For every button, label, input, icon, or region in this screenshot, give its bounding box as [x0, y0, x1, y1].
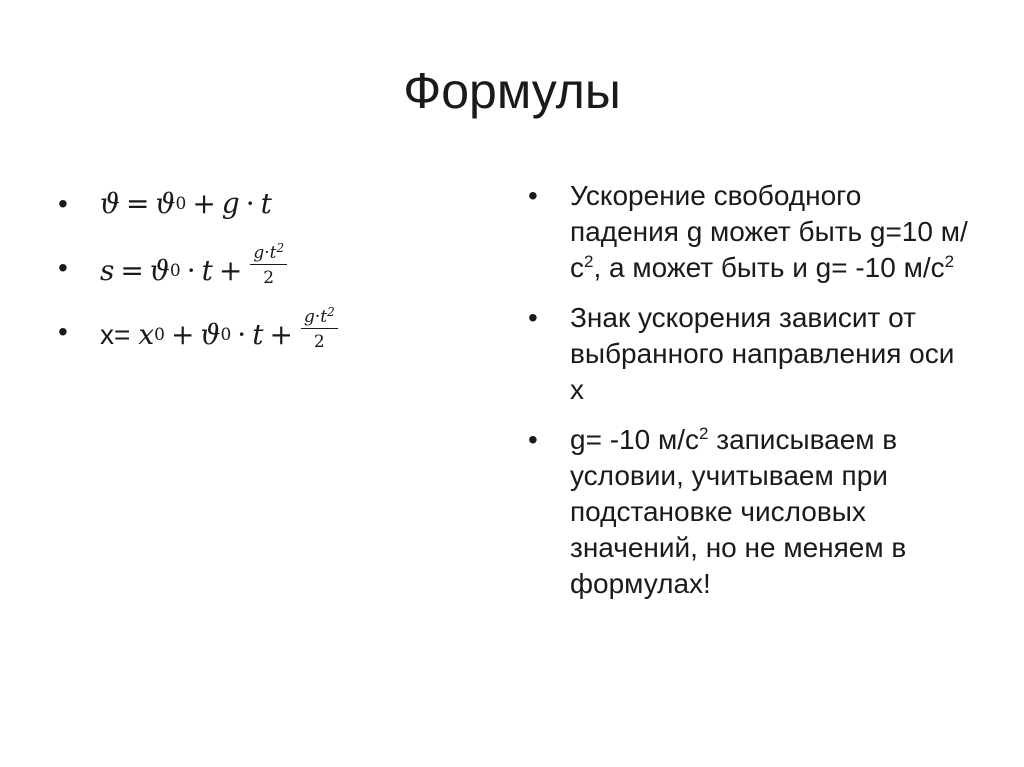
- note-text: [570, 422, 968, 602]
- x-symbol: x: [100, 319, 114, 350]
- dot-operator: ·: [186, 254, 196, 287]
- plus-sign: +: [170, 318, 195, 351]
- superscript: 2: [584, 252, 594, 271]
- initial-velocity-symbol: ϑ: [155, 187, 176, 220]
- note-text-part: записываем в условии, учитываем при подстановке числовых значений, но не меняем в формулах!: [570, 424, 907, 599]
- subscript: 0: [175, 194, 187, 214]
- note-text-part: , а может быть и g= -10 м/с: [593, 252, 945, 283]
- g-symbol: g: [221, 187, 240, 220]
- subscript: 0: [220, 325, 232, 345]
- numerator-text: g·t: [303, 307, 328, 327]
- bullet-icon: •: [58, 252, 68, 283]
- fraction-denominator: 2: [313, 332, 325, 352]
- equals-sign: =: [126, 187, 150, 220]
- plus-sign: +: [192, 187, 216, 220]
- superscript: 2: [698, 424, 709, 443]
- displacement-formula: [100, 241, 287, 296]
- initial-x-symbol: x: [138, 318, 155, 351]
- note-text: [570, 178, 968, 286]
- bullet-icon: •: [528, 180, 538, 211]
- note-text: Знак ускорения зависит от выбранного направления оси x: [570, 302, 955, 405]
- formula-coordinate: [58, 305, 478, 374]
- subscript: 0: [154, 325, 165, 345]
- exponent: 2: [327, 305, 335, 319]
- formula-list: [58, 182, 478, 374]
- coordinate-formula: [100, 305, 338, 360]
- initial-velocity-symbol: ϑ: [149, 254, 170, 287]
- exponent: 2: [276, 241, 285, 255]
- formula-displacement: [58, 241, 478, 310]
- t-symbol: t: [252, 318, 264, 351]
- bullet-icon: •: [58, 188, 68, 219]
- t-symbol: t: [201, 254, 213, 287]
- fraction-numerator: [301, 302, 338, 329]
- fraction: [250, 238, 287, 288]
- plus-sign: +: [269, 318, 293, 351]
- dot-operator: ·: [245, 187, 255, 220]
- bullet-icon: •: [528, 424, 538, 455]
- plus-sign: +: [218, 254, 243, 287]
- equals-sign: =: [120, 254, 144, 287]
- fraction-numerator: [250, 238, 287, 265]
- note-axis-direction: [528, 300, 968, 408]
- dot-operator: ·: [237, 318, 247, 351]
- fraction-denominator: 2: [263, 268, 275, 288]
- formula-velocity: [58, 182, 478, 246]
- t-symbol: t: [260, 187, 272, 220]
- note-text-part: Ускорение свободного падения g может быть g=10 м/с: [570, 180, 968, 283]
- subscript: 0: [169, 261, 181, 281]
- bullet-icon: •: [58, 316, 68, 347]
- notes-list: [528, 178, 968, 616]
- velocity-symbol: ϑ: [100, 187, 121, 220]
- initial-velocity-symbol: ϑ: [200, 318, 221, 351]
- numerator-text: g·t: [253, 243, 277, 263]
- bullet-icon: •: [528, 302, 538, 333]
- s-symbol: s: [100, 254, 115, 287]
- fraction: [301, 302, 338, 352]
- note-text-part: g= -10 м/с: [570, 424, 699, 455]
- note-gravity-sign: [528, 178, 968, 286]
- slide-title: Формулы: [403, 63, 621, 119]
- equals-sign: =: [114, 319, 131, 350]
- superscript: 2: [944, 252, 955, 271]
- note-substitution: [528, 422, 968, 602]
- velocity-formula: [100, 182, 272, 226]
